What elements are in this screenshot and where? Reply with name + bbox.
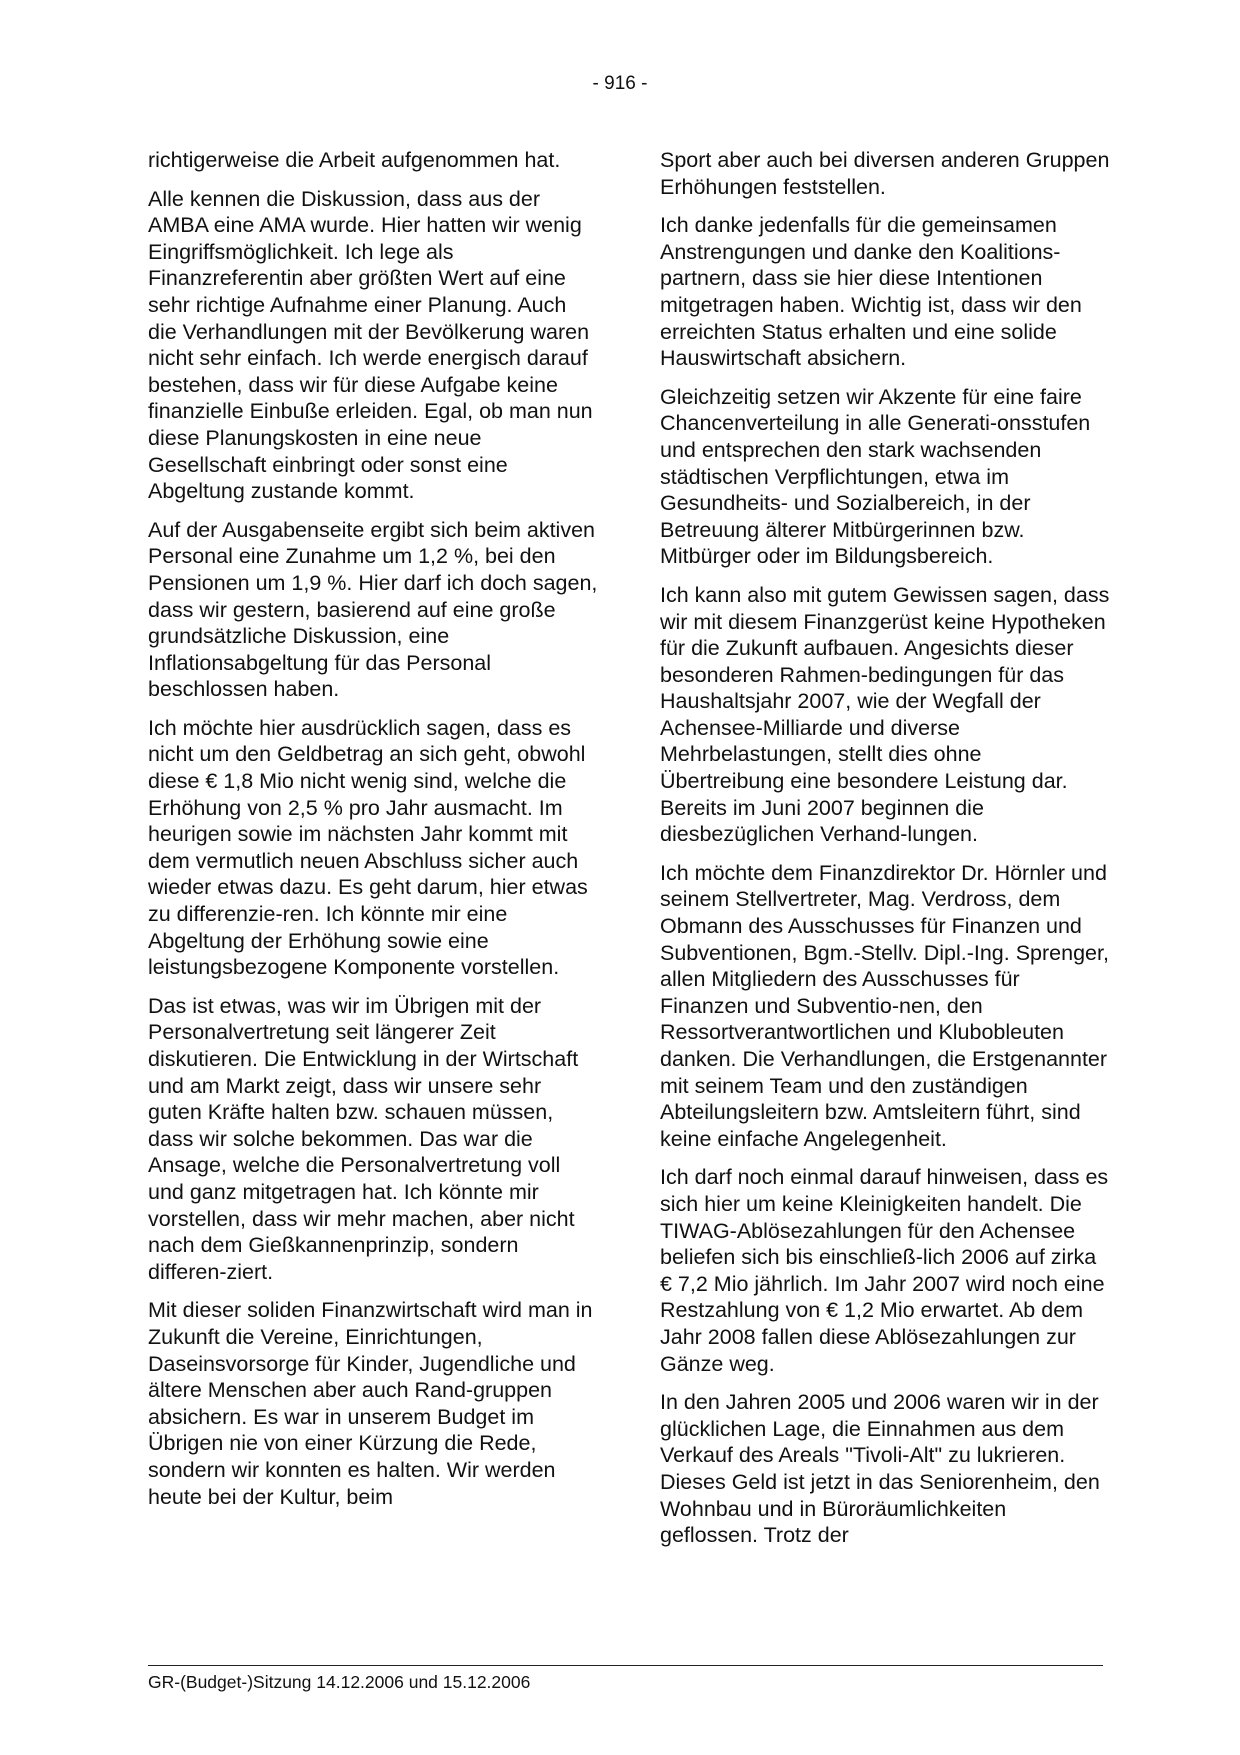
footer-divider (148, 1665, 1103, 1666)
paragraph: Ich möchte dem Finanzdirektor Dr. Hörnler und seinem Stellvertreter, Mag. Verdross, dem Obmann des Ausschusses für Finanzen und Subventionen, Bgm.-Stellv. Dipl.-Ing. Sprenger, allen Mitgliedern des Ausschusses für Finanzen und Subventio-nen, den Ressortverantwortlichen und Klubobleuten danken. Die Verhandlungen, die Erstgenannter mit seinem Team und den zuständigen Abteilungsleitern bzw. Amtsleitern führt, sind keine einfache Angelegenheit. (660, 860, 1109, 1151)
paragraph: Sport aber auch bei diversen anderen Gruppen Erhöhungen feststellen. (660, 148, 1110, 199)
paragraph: Gleichzeitig setzen wir Akzente für eine faire Chancenverteilung in alle Generati-onsstufen und entsprechen den stark wachsenden städtischen Verpflichtungen, etwa im Gesundheits- und Sozialbereich, in der Betreuung älterer Mitbürgerinnen bzw. Mitbürger oder im Bildungsbereich. (660, 384, 1091, 569)
left-text-column (148, 147, 598, 1522)
paragraph: Auf der Ausgabenseite ergibt sich beim aktiven Personal eine Zunahme um 1,2 %, bei den Pensionen um 1,9 %. Hier darf ich doch sagen, dass wir gestern, basierend auf eine große grundsätzliche Diskussion, eine Inflationsabgeltung für das Personal beschlossen haben. (148, 517, 598, 702)
paragraph: Ich danke jedenfalls für die gemeinsamen Anstrengungen und danke den Koalitions-partnern, dass sie hier diese Intentionen mitgetragen haben. Wichtig ist, dass wir den erreichten Status erhalten und eine solide Hauswirtschaft absichern. (660, 213, 1082, 371)
footer-session-label: GR-(Budget-)Sitzung 14.12.2006 und 15.12.2006 (148, 1672, 531, 1692)
paragraph: In den Jahren 2005 und 2006 waren wir in der glücklichen Lage, die Einnahmen aus dem Verkauf des Areals "Tivoli-Alt" zu lukrieren. Dieses Geld ist jetzt in das Seniorenheim, den Wohnbau und in Büroräumlichkeiten geflossen. Trotz der (660, 1390, 1100, 1548)
paragraph: Mit dieser soliden Finanzwirtschaft wird man in Zukunft die Vereine, Einrichtungen, Daseinsvorsorge für Kinder, Jugendliche und ältere Menschen aber auch Rand-gruppen absichern. Es war in unserem Budget im Übrigen nie von einer Kürzung die Rede, sondern wir konnten es halten. Wir werden heute bei der Kultur, beim (148, 1298, 593, 1509)
paragraph: Alle kennen die Diskussion, dass aus der AMBA eine AMA wurde. Hier hatten wir wenig Eingriffsmöglichkeit. Ich lege als Finanzreferentin aber größten Wert auf eine sehr richtige Aufnahme einer Planung. Auch die Verhandlungen mit der Bevölkerung waren nicht sehr einfach. Ich werde energisch darauf bestehen, dass wir für diese Aufgabe keine finanzielle Einbuße erleiden. Egal, ob man nun diese Planungskosten in eine neue Gesellschaft einbringt oder sonst eine Abgeltung zustande kommt. (148, 186, 593, 504)
paragraph: richtigerweise die Arbeit aufgenommen hat. (148, 148, 561, 172)
paragraph: Ich kann also mit gutem Gewissen sagen, dass wir mit diesem Finanzgerüst keine Hypotheken für die Zukunft aufbauen. Angesichts dieser besonderen Rahmen-bedingungen für das Haushaltsjahr 2007, wie der Wegfall der Achensee-Milliarde und diverse Mehrbelastungen, stellt dies ohne Übertreibung eine besondere Leistung dar. Bereits im Juni 2007 beginnen die diesbezüglichen Verhand-lungen. (660, 582, 1110, 847)
paragraph: Ich darf noch einmal darauf hinweisen, dass es sich hier um keine Kleinigkeiten handelt. Die TIWAG-Ablösezahlungen für den Achensee beliefen sich bis einschließ-lich 2006 auf zirka € 7,2 Mio jährlich. Im Jahr 2007 wird noch eine Restzahlung von € 1,2 Mio erwartet. Ab dem Jahr 2008 fallen diese Ablösezahlungen zur Gänze weg. (660, 1165, 1109, 1376)
right-text-column (660, 147, 1110, 1561)
paragraph: Das ist etwas, was wir im Übrigen mit der Personalvertretung seit längerer Zeit diskutieren. Die Entwicklung in der Wirtschaft und am Markt zeigt, dass wir unsere sehr guten Kräfte halten bzw. schauen müssen, dass wir solche bekommen. Das war die Ansage, welche die Personalvertretung voll und ganz mitgetragen hat. Ich könnte mir vorstellen, dass wir mehr machen, aber nicht nach dem Gießkannenprinzip, sondern differen-ziert. (148, 993, 579, 1284)
paragraph: Ich möchte hier ausdrücklich sagen, dass es nicht um den Geldbetrag an sich geht, obwohl diese € 1,8 Mio nicht wenig sind, welche die Erhöhung von 2,5 % pro Jahr ausmacht. Im heurigen sowie im nächsten Jahr kommt mit dem vermutlich neuen Abschluss sicher auch wieder etwas dazu. Es geht darum, hier etwas zu differenzie-ren. Ich könnte mir eine Abgeltung der Erhöhung sowie eine leistungsbezogene Komponente vorstellen. (148, 715, 588, 980)
page-number: - 916 - (592, 73, 648, 94)
